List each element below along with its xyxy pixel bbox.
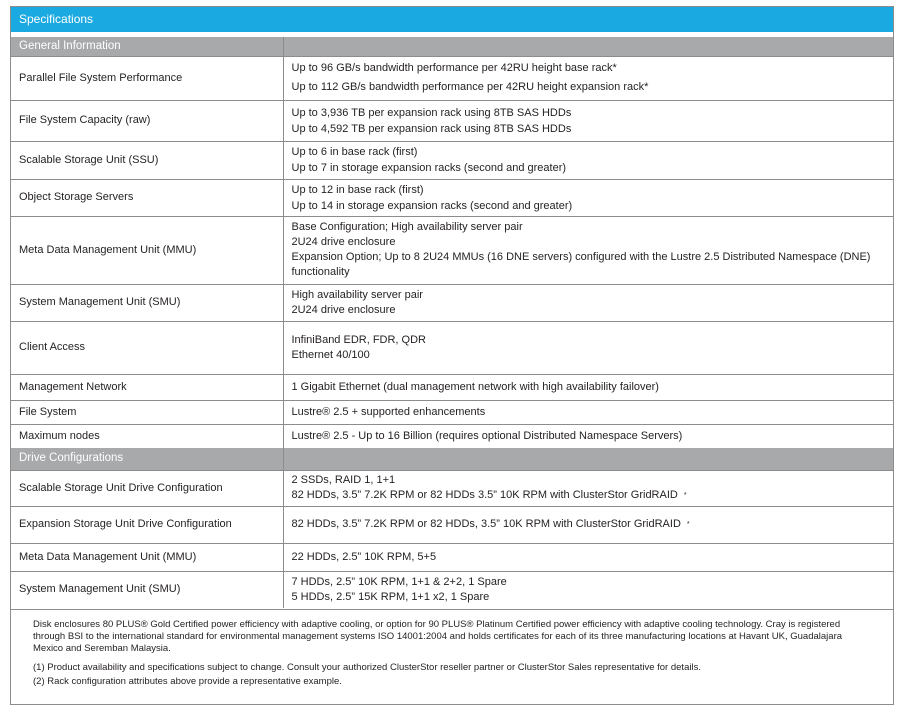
value-line: Lustre® 2.5 + supported enhancements: [291, 405, 486, 418]
table-row: [11, 321, 893, 374]
value-line: 22 HDDs, 2.5” 10K RPM, 5+5: [291, 550, 437, 563]
value-line: [292, 488, 886, 503]
section-general-header: [11, 37, 893, 56]
table-row: [11, 506, 893, 543]
row-label: Scalable Storage Unit Drive Configuration: [11, 470, 283, 506]
row-label: Maximum nodes: [11, 424, 283, 448]
row-label: Object Storage Servers: [11, 179, 283, 216]
row-value: [283, 424, 893, 448]
section-label: Drive Configurations: [11, 448, 283, 470]
value-line: Up to 14 in storage expansion racks (second and greater): [291, 199, 573, 212]
value-line: 7 HDDs, 2.5” 10K RPM, 1+1 & 2+2, 1 Spare: [291, 575, 507, 588]
value-line: 1 Gigabit Ethernet (dual management network with high availability failover): [291, 380, 659, 393]
row-value: [283, 374, 893, 400]
row-label: Meta Data Management Unit (MMU): [11, 216, 283, 284]
value-text: 82 HDDs, 3.5” 7.2K RPM or 82 HDDs, 3.5” 10K RPM with ClusterStor GridRAID: [291, 518, 681, 530]
row-label: Expansion Storage Unit Drive Configuration: [11, 506, 283, 543]
value-line: InfiniBand EDR, FDR, QDR: [291, 333, 426, 346]
table-row: [11, 216, 893, 284]
row-label: File System Capacity (raw): [11, 100, 283, 141]
value-line: [292, 517, 886, 532]
value-line: Up to 3,936 TB per expansion rack using 8TB SAS HDDs: [291, 106, 572, 119]
table-row: [11, 374, 893, 400]
value-line: Ethernet 40/100: [291, 348, 370, 361]
row-value: [283, 470, 893, 506]
row-value: [283, 571, 893, 608]
row-label: Parallel File System Performance: [11, 56, 283, 100]
value-line: 5 HDDs, 2.5” 15K RPM, 1+1 x2, 1 Spare: [291, 590, 490, 603]
row-value: [283, 506, 893, 543]
table-row: [11, 284, 893, 321]
row-value: [283, 100, 893, 141]
row-label: System Management Unit (SMU): [11, 571, 283, 608]
value-line: Up to 4,592 TB per expansion rack using 8TB SAS HDDs: [291, 122, 572, 135]
table-row: [11, 424, 893, 448]
value-line: High availability server pair: [291, 288, 423, 301]
value-line: Up to 12 in base rack (first): [291, 183, 424, 196]
footer-disclaimer: Disk enclosures 80 PLUS® Gold Certified power efficiency with adaptive cooling, or option for 90 PLUS® Platinum Certified power efficiency with adaptive cooling technology. Cray is registered through BSI to the international standard for environmental management systems ISO 14001:2004 and holds certificates for each of its three manufacturing locations at Havant UK, Guadalajara Mexico and Seremban Malaysia.: [33, 619, 843, 654]
row-label: System Management Unit (SMU): [11, 284, 283, 321]
table-row: [11, 179, 893, 216]
value-line: Up to 112 GB/s bandwidth performance per 42RU height expansion rack*: [291, 81, 649, 93]
row-label: Client Access: [11, 321, 283, 374]
row-label: File System: [11, 400, 283, 424]
section-label: General Information: [11, 37, 283, 56]
footnote-mark: *: [683, 492, 687, 499]
spec-table: [11, 37, 893, 608]
spec-sheet: [10, 6, 894, 705]
row-value: [283, 400, 893, 424]
table-row: [11, 400, 893, 424]
row-value: [283, 141, 893, 179]
row-value: [283, 321, 893, 374]
row-label: Scalable Storage Unit (SSU): [11, 141, 283, 179]
spec-footer: [11, 609, 893, 690]
value-text: 82 HDDs, 3.5” 7.2K RPM or 82 HDDs 3.5” 10K RPM with ClusterStor GridRAID: [291, 489, 678, 501]
row-value: [283, 56, 893, 100]
table-row: [11, 100, 893, 141]
footnote-1: (1) Product availability and specifications subject to change. Consult your authorized ClusterStor reseller partner or ClusterStor Sales representative for details.: [33, 662, 701, 673]
value-line: Lustre® 2.5 - Up to 16 Billion (requires optional Distributed Namespace Servers): [291, 429, 683, 442]
table-row: [11, 470, 893, 506]
table-row: [11, 571, 893, 608]
row-value: [283, 284, 893, 321]
value-line: Up to 96 GB/s bandwidth performance per 42RU height base rack*: [291, 62, 617, 74]
row-value: [283, 179, 893, 216]
value-line: 2U24 drive enclosure: [291, 236, 396, 248]
footnote-2: (2) Rack configuration attributes above provide a representative example.: [33, 676, 342, 687]
value-line: Expansion Option; Up to 8 2U24 MMUs (16 DNE servers) configured with the Lustre 2.5 Distributed Namespace (DNE) functionality: [291, 251, 871, 278]
value-line: Base Configuration; High availability server pair: [291, 221, 523, 233]
section-drive-header: [11, 448, 893, 470]
row-value: [283, 543, 893, 571]
row-value: [283, 216, 893, 284]
row-label: Management Network: [11, 374, 283, 400]
table-row: [11, 543, 893, 571]
table-row: [11, 141, 893, 179]
value-line: 2 SSDs, RAID 1, 1+1: [291, 474, 396, 486]
spec-title: Specifications: [11, 7, 893, 32]
row-label: Meta Data Management Unit (MMU): [11, 543, 283, 571]
value-line: Up to 6 in base rack (first): [291, 146, 418, 158]
footnote-mark: *: [686, 521, 690, 528]
value-line: Up to 7 in storage expansion racks (second and greater): [291, 162, 567, 174]
table-row: [11, 56, 893, 100]
value-line: 2U24 drive enclosure: [291, 303, 396, 316]
